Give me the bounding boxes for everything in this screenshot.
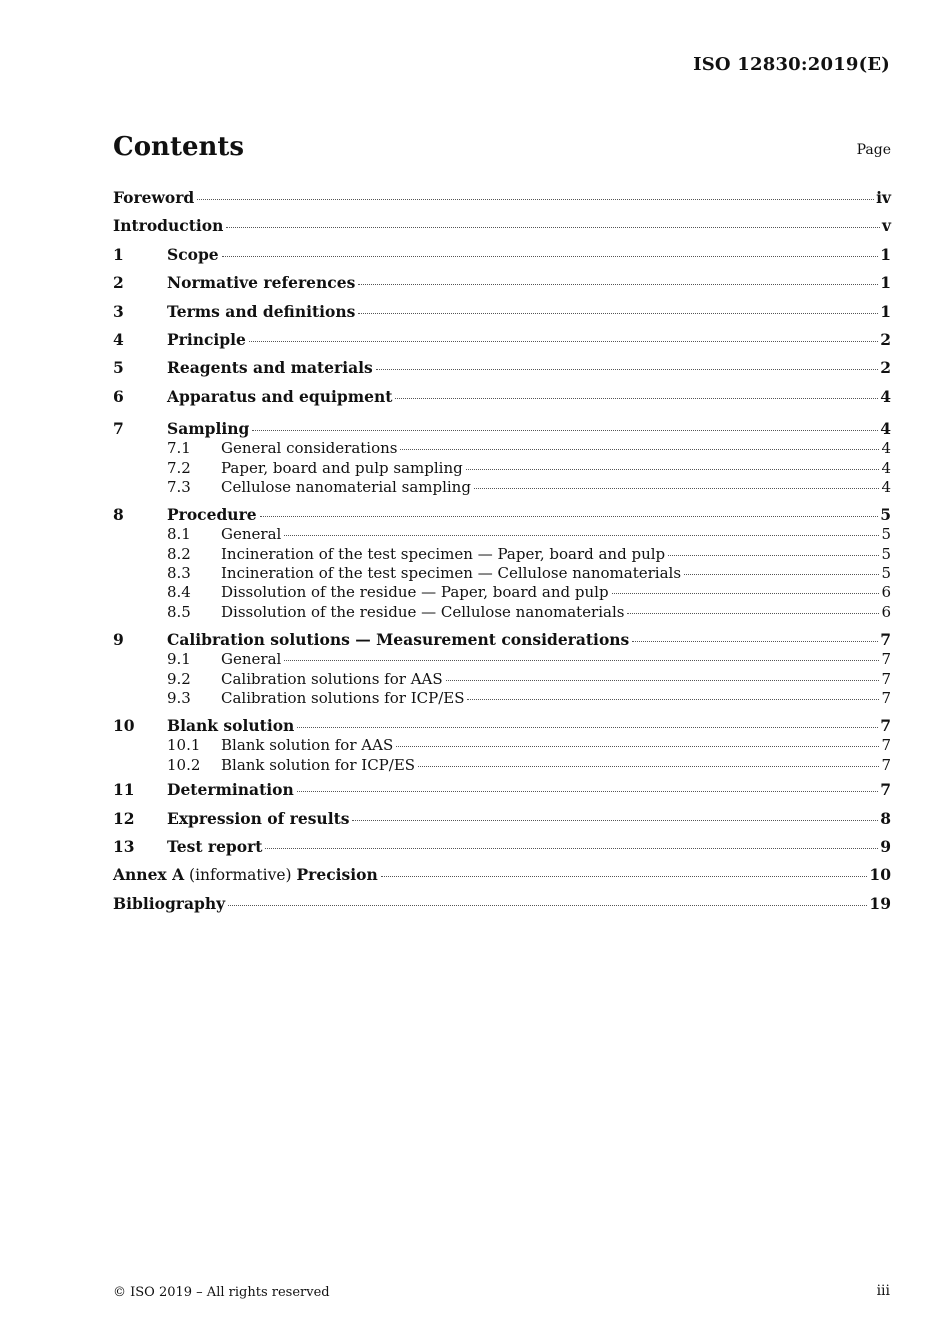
toc-entry-title-text: Reagents and materials [167,358,373,378]
toc-subentry-number: 8.1 [167,525,191,544]
toc-entry[interactable] [113,212,891,240]
toc-entry-title [167,630,629,650]
toc-subentry-title: Dissolution of the residue — Paper, board and pulp [221,583,609,602]
toc-subentry-title: Calibration solutions for ICP/ES [221,689,465,708]
toc-subentry-page: 5 [881,544,891,563]
toc-subentry-page: 6 [881,583,891,602]
table-of-contents [113,184,891,918]
toc-entry[interactable] [113,861,891,889]
copyright-notice: © ISO 2019 – All rights reserved [113,1285,330,1300]
toc-subentry-number: 10.2 [167,755,201,774]
toc-entry-title [167,805,349,833]
toc-subentry[interactable] [113,583,891,602]
toc-entry-title-suffix: Precision [296,865,378,885]
toc-entry[interactable] [113,805,891,833]
toc-entry-title-text: Scope [167,244,219,264]
dot-leader [358,313,878,314]
toc-entry-title-text: Procedure [167,505,257,525]
toc-subentry[interactable] [113,478,891,497]
toc-subentry-title: Dissolution of the residue — Cellulose nanomaterials [221,602,625,621]
dot-leader [284,660,879,661]
toc-entry[interactable] [113,716,891,736]
toc-entry-number: 4 [113,329,124,349]
toc-entry-title-text: Normative references [167,273,356,293]
toc-subentry[interactable] [113,459,891,478]
dot-leader [632,641,878,642]
dot-leader [684,574,879,575]
toc-subentry-number: 9.2 [167,669,191,688]
toc-entry-number: 7 [113,419,124,439]
toc-subentry[interactable] [113,756,891,775]
toc-entry-title-qualifier: (informative) [184,866,297,885]
toc-entry-title [113,184,194,212]
dot-leader [466,469,880,470]
page-column-label: Page [856,142,891,158]
page-number: iii [876,1283,890,1299]
toc-entry-number: 10 [113,716,135,736]
dot-leader [252,430,878,431]
dot-leader [222,256,879,257]
toc-entry-title [113,861,378,889]
dot-leader [395,398,878,399]
toc-subentry[interactable] [113,603,891,622]
dot-leader [265,848,878,849]
toc-entry[interactable] [113,298,891,326]
toc-entry-title-text: Principle [167,329,246,349]
toc-subentry-title: Blank solution for AAS [221,736,394,755]
toc-subentry-page: 5 [881,525,891,544]
toc-subentry-title: Incineration of the test specimen — Cellulose nanomaterials [221,564,682,583]
dot-leader [627,613,879,614]
toc-entry-number: 2 [113,273,124,293]
toc-entry-page: 9 [880,836,891,856]
toc-entry-title-text: Bibliography [113,893,226,913]
toc-subentry-number: 8.2 [167,544,191,563]
toc-entry-page: 7 [880,780,891,800]
toc-entry[interactable] [113,890,891,918]
toc-entry-page: 4 [880,386,891,406]
dot-leader [249,341,878,342]
toc-entry-page: 5 [880,505,891,525]
toc-entry-page: 19 [869,893,891,913]
toc-subentry-title: General [221,650,282,669]
dot-leader [352,820,878,821]
toc-entry-page: v [881,216,891,236]
toc-subentry-title: Incineration of the test specimen — Paper, board and pulp [221,544,666,563]
toc-subentry-number: 9.1 [167,650,191,669]
toc-entry-number: 8 [113,505,124,525]
toc-subentry-number: 10.1 [167,736,201,755]
dot-leader [297,727,878,728]
dot-leader [446,680,880,681]
toc-entry-page: 2 [880,329,891,349]
toc-entry-title [167,833,262,861]
toc-entry-title [167,298,355,326]
toc-entry[interactable] [113,776,891,804]
toc-entry-page: 4 [880,419,891,439]
toc-subentry-page: 5 [881,564,891,583]
toc-entry-title [167,505,257,525]
dot-leader [400,449,879,450]
toc-entry[interactable] [113,354,891,382]
toc-entry-title-text: Blank solution [167,716,295,736]
toc-entry-title-text: Apparatus and equipment [167,386,393,406]
toc-entry-title [167,716,294,736]
toc-entry-page: 1 [880,301,891,321]
toc-entry-title-text: Annex A [113,865,185,885]
toc-entry-page: 1 [880,244,891,264]
toc-entry-page: 2 [880,358,891,378]
toc-entry-number: 3 [113,301,124,321]
dot-leader [467,699,879,700]
toc-subentry-page: 4 [881,477,891,496]
toc-entry-title [167,354,373,382]
dot-leader [197,199,874,200]
toc-entry[interactable] [113,419,891,439]
toc-entry[interactable] [113,505,891,525]
toc-subentry[interactable] [113,650,891,669]
toc-subentry-title: Blank solution for ICP/ES [221,755,416,774]
toc-entry-title-text: Calibration solutions — Measurement considerations [167,630,630,650]
dot-leader [396,746,879,747]
toc-entry-title-text: Determination [167,780,294,800]
toc-entry[interactable] [113,326,891,354]
toc-entry-number: 5 [113,358,124,378]
toc-subentry[interactable] [113,564,891,583]
document-id: ISO 12830:2019(E) [693,54,890,75]
toc-entry-page: 1 [880,273,891,293]
toc-entry-page: 10 [869,865,891,885]
toc-subentry-number: 9.3 [167,689,191,708]
dot-leader [668,555,879,556]
toc-subentry-page: 4 [881,458,891,477]
dot-leader [284,535,879,536]
toc-subentry-title: Cellulose nanomaterial sampling [221,477,471,496]
toc-entry-title-text: Test report [167,836,263,856]
toc-entry-title [167,776,294,804]
toc-entry[interactable] [113,184,891,212]
toc-subentry-number: 7.2 [167,458,191,477]
toc-subentry[interactable] [113,439,891,458]
toc-entry-title-text: Introduction [113,216,224,236]
contents-title: Contents [113,132,245,162]
toc-subentry-number: 7.3 [167,477,191,496]
toc-entry-number: 6 [113,386,124,406]
toc-subentry[interactable] [113,736,891,755]
toc-entry[interactable] [113,383,891,411]
dot-leader [612,593,880,594]
dot-leader [376,369,878,370]
toc-entry-number: 13 [113,836,135,856]
dot-leader [297,791,878,792]
toc-entry-title [167,241,219,269]
toc-entry[interactable] [113,241,891,269]
contents-heading [113,132,891,168]
dot-leader [228,905,867,906]
toc-subentry-title: General considerations [221,439,398,458]
toc-subentry-page: 7 [881,689,891,708]
toc-subentry[interactable] [113,545,891,564]
toc-subentry-number: 8.4 [167,583,191,602]
toc-subentry[interactable] [113,525,891,544]
toc-subentry-page: 6 [881,602,891,621]
toc-entry[interactable] [113,269,891,297]
toc-subentry-page: 4 [881,439,891,458]
toc-entry-title-text: Terms and definitions [167,301,356,321]
toc-entry[interactable] [113,630,891,650]
toc-subentry-page: 7 [881,736,891,755]
toc-subentry[interactable] [113,689,891,708]
toc-entry-number: 1 [113,244,124,264]
toc-entry-page: 7 [880,716,891,736]
toc-entry-title [167,326,246,354]
toc-subentry-page: 7 [881,669,891,688]
toc-entry-title [167,383,392,411]
toc-entry-title-text: Expression of results [167,808,350,828]
dot-leader [381,876,868,877]
toc-entry-title [167,269,355,297]
toc-entry-page: iv [876,188,891,207]
toc-entry-title [113,212,223,240]
toc-subentry-title: Calibration solutions for AAS [221,669,443,688]
toc-subentry-number: 8.3 [167,564,191,583]
toc-entry-page: 7 [880,630,891,650]
dot-leader [260,516,879,517]
toc-entry-title [167,419,249,439]
toc-entry-number: 9 [113,630,124,650]
dot-leader [474,488,880,489]
toc-subentry-number: 8.5 [167,602,191,621]
toc-entry-page: 8 [880,808,891,828]
toc-entry-title [113,890,225,918]
dot-leader [358,284,878,285]
toc-entry-number: 11 [113,780,135,800]
dot-leader [226,227,880,228]
toc-subentry-number: 7.1 [167,439,191,458]
toc-subentry[interactable] [113,670,891,689]
toc-entry-number: 12 [113,808,135,828]
toc-entry-title-text: Foreword [113,188,195,207]
toc-subentry-page: 7 [881,650,891,669]
toc-entry-title-text: Sampling [167,419,250,439]
dot-leader [418,766,879,767]
toc-subentry-page: 7 [881,755,891,774]
toc-subentry-title: General [221,525,282,544]
toc-entry[interactable] [113,833,891,861]
toc-subentry-title: Paper, board and pulp sampling [221,458,463,477]
